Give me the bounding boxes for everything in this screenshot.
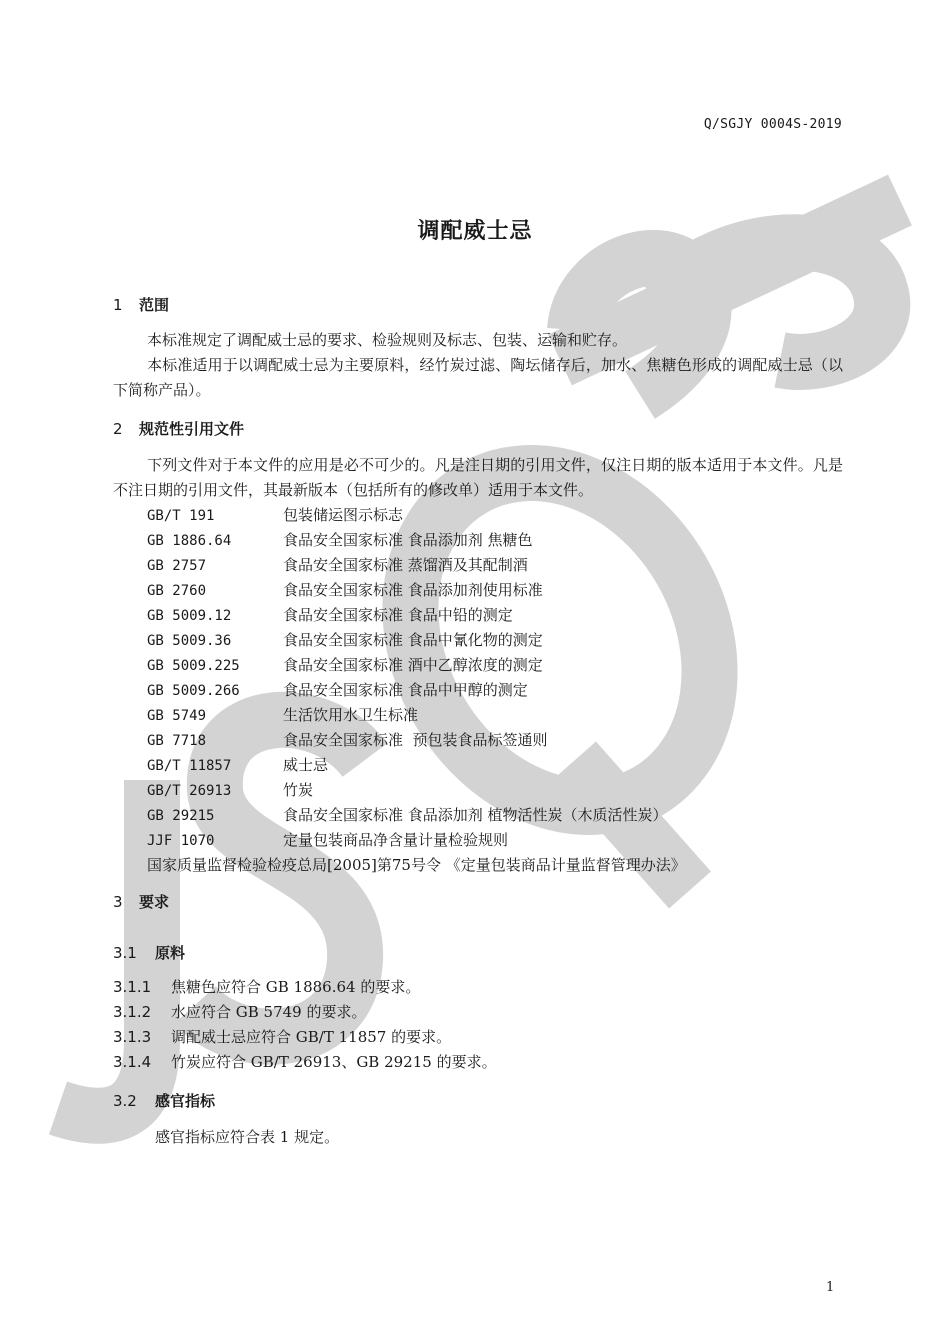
reference-item — [147, 628, 686, 653]
reference-item — [147, 678, 686, 703]
reference-item — [147, 703, 686, 728]
section-3-heading — [113, 891, 169, 912]
sensory-paragraph: 感官指标应符合表 1 规定。 — [155, 1128, 340, 1146]
section-title: 范围 — [139, 296, 170, 314]
item-text: 竹炭应符合 GB/T 26913、GB 29215 的要求。 — [171, 1053, 497, 1071]
reference-item — [147, 578, 686, 603]
reference-title: 威士忌 — [283, 756, 329, 774]
reference-item — [147, 528, 686, 553]
reference-title: 食品安全国家标准 预包装食品标签通则 — [283, 731, 548, 749]
reference-item — [147, 603, 686, 628]
reference-title: 食品安全国家标准 食品中甲醇的测定 — [283, 681, 528, 699]
reference-title: 定量包装商品净含量计量检验规则 — [283, 831, 509, 849]
reference-code: GB 7718 — [147, 733, 207, 749]
reference-item — [147, 653, 686, 678]
reference-title: 生活饮用水卫生标准 — [283, 706, 419, 724]
subsection-3-2-heading — [113, 1090, 215, 1111]
item-number: 3.1.3 — [113, 1028, 152, 1046]
reference-title: 竹炭 — [283, 781, 314, 799]
reference-code: GB 2760 — [147, 583, 207, 599]
reference-code: GB 5749 — [147, 708, 207, 724]
reference-note: 国家质量监督检验检疫总局[2005]第75号令 《定量包装商品计量监督管理办法》 — [147, 856, 686, 874]
subsection-title: 感官指标 — [155, 1092, 216, 1110]
item-text: 调配威士忌应符合 GB/T 11857 的要求。 — [171, 1028, 452, 1046]
requirement-item — [113, 1050, 497, 1075]
reference-code: GB/T 11857 — [147, 758, 232, 774]
reference-code: GB 5009.12 — [147, 608, 232, 624]
reference-code: GB 5009.36 — [147, 633, 232, 649]
reference-item — [147, 553, 686, 578]
item-text: 焦糖色应符合 GB 1886.64 的要求。 — [171, 978, 421, 996]
reference-code: GB/T 26913 — [147, 783, 232, 799]
subsection-number: 3.1 — [113, 944, 137, 962]
reference-title: 包装储运图示标志 — [283, 506, 404, 524]
item-number: 3.1.2 — [113, 1003, 152, 1021]
reference-item — [147, 803, 686, 828]
reference-item — [147, 753, 686, 778]
reference-item — [147, 503, 686, 528]
reference-title: 食品安全国家标准 食品添加剂 焦糖色 — [283, 531, 533, 549]
reference-title: 食品安全国家标准 酒中乙醇浓度的测定 — [283, 656, 543, 674]
reference-item — [147, 728, 686, 753]
reference-title: 食品安全国家标准 食品中氰化物的测定 — [283, 631, 543, 649]
subsection-3-1-heading — [113, 942, 185, 963]
refs-intro: 下列文件对于本文件的应用是必不可少的。凡是注日期的引用文件，仅注日期的版本适用于本文件。凡是不注日期的引用文件，其最新版本（包括所有的修改单）适用于本文件。 — [113, 456, 843, 499]
scope-paragraph-2: 本标准适用于以调配威士忌为主要原料，经竹炭过滤、陶坛储存后，加水、焦糖色形成的调配威士忌（以下简称产品）。 — [113, 356, 843, 399]
reference-title: 食品安全国家标准 食品中铅的测定 — [283, 606, 513, 624]
reference-code: GB 29215 — [147, 808, 215, 824]
section-number: 1 — [113, 296, 123, 314]
reference-item — [147, 778, 686, 803]
requirement-item — [113, 975, 420, 1000]
section-title: 要求 — [139, 893, 170, 911]
section-2-heading — [113, 418, 244, 439]
reference-code: JJF 1070 — [147, 833, 215, 849]
standard-code: Q/SGJY 0004S-2019 — [703, 117, 842, 132]
reference-code: GB 5009.266 — [147, 683, 240, 699]
section-number: 3 — [113, 893, 123, 911]
section-title: 规范性引用文件 — [139, 420, 245, 438]
section-1-heading — [113, 294, 169, 315]
item-number: 3.1.4 — [113, 1053, 152, 1071]
subsection-number: 3.2 — [113, 1092, 137, 1110]
reference-item — [147, 828, 686, 853]
reference-list — [147, 503, 686, 878]
requirement-item — [113, 1000, 366, 1025]
subsection-title: 原料 — [155, 944, 186, 962]
reference-code: GB/T 191 — [147, 508, 215, 524]
page-number: 1 — [826, 1280, 835, 1295]
reference-code: GB 2757 — [147, 558, 207, 574]
reference-code: GB 1886.64 — [147, 533, 232, 549]
reference-code: GB 5009.225 — [147, 658, 240, 674]
document-title: 调配威士忌 — [417, 219, 533, 244]
requirement-item — [113, 1025, 451, 1050]
item-number: 3.1.1 — [113, 978, 152, 996]
reference-title: 食品安全国家标准 食品添加剂使用标准 — [283, 581, 543, 599]
section-number: 2 — [113, 420, 123, 438]
reference-title: 食品安全国家标准 食品添加剂 植物活性炭（木质活性炭） — [283, 806, 668, 824]
item-text: 水应符合 GB 5749 的要求。 — [171, 1003, 367, 1021]
reference-title: 食品安全国家标准 蒸馏酒及其配制酒 — [283, 556, 528, 574]
scope-paragraph-1: 本标准规定了调配威士忌的要求、检验规则及标志、包装、运输和贮存。 — [147, 331, 628, 349]
